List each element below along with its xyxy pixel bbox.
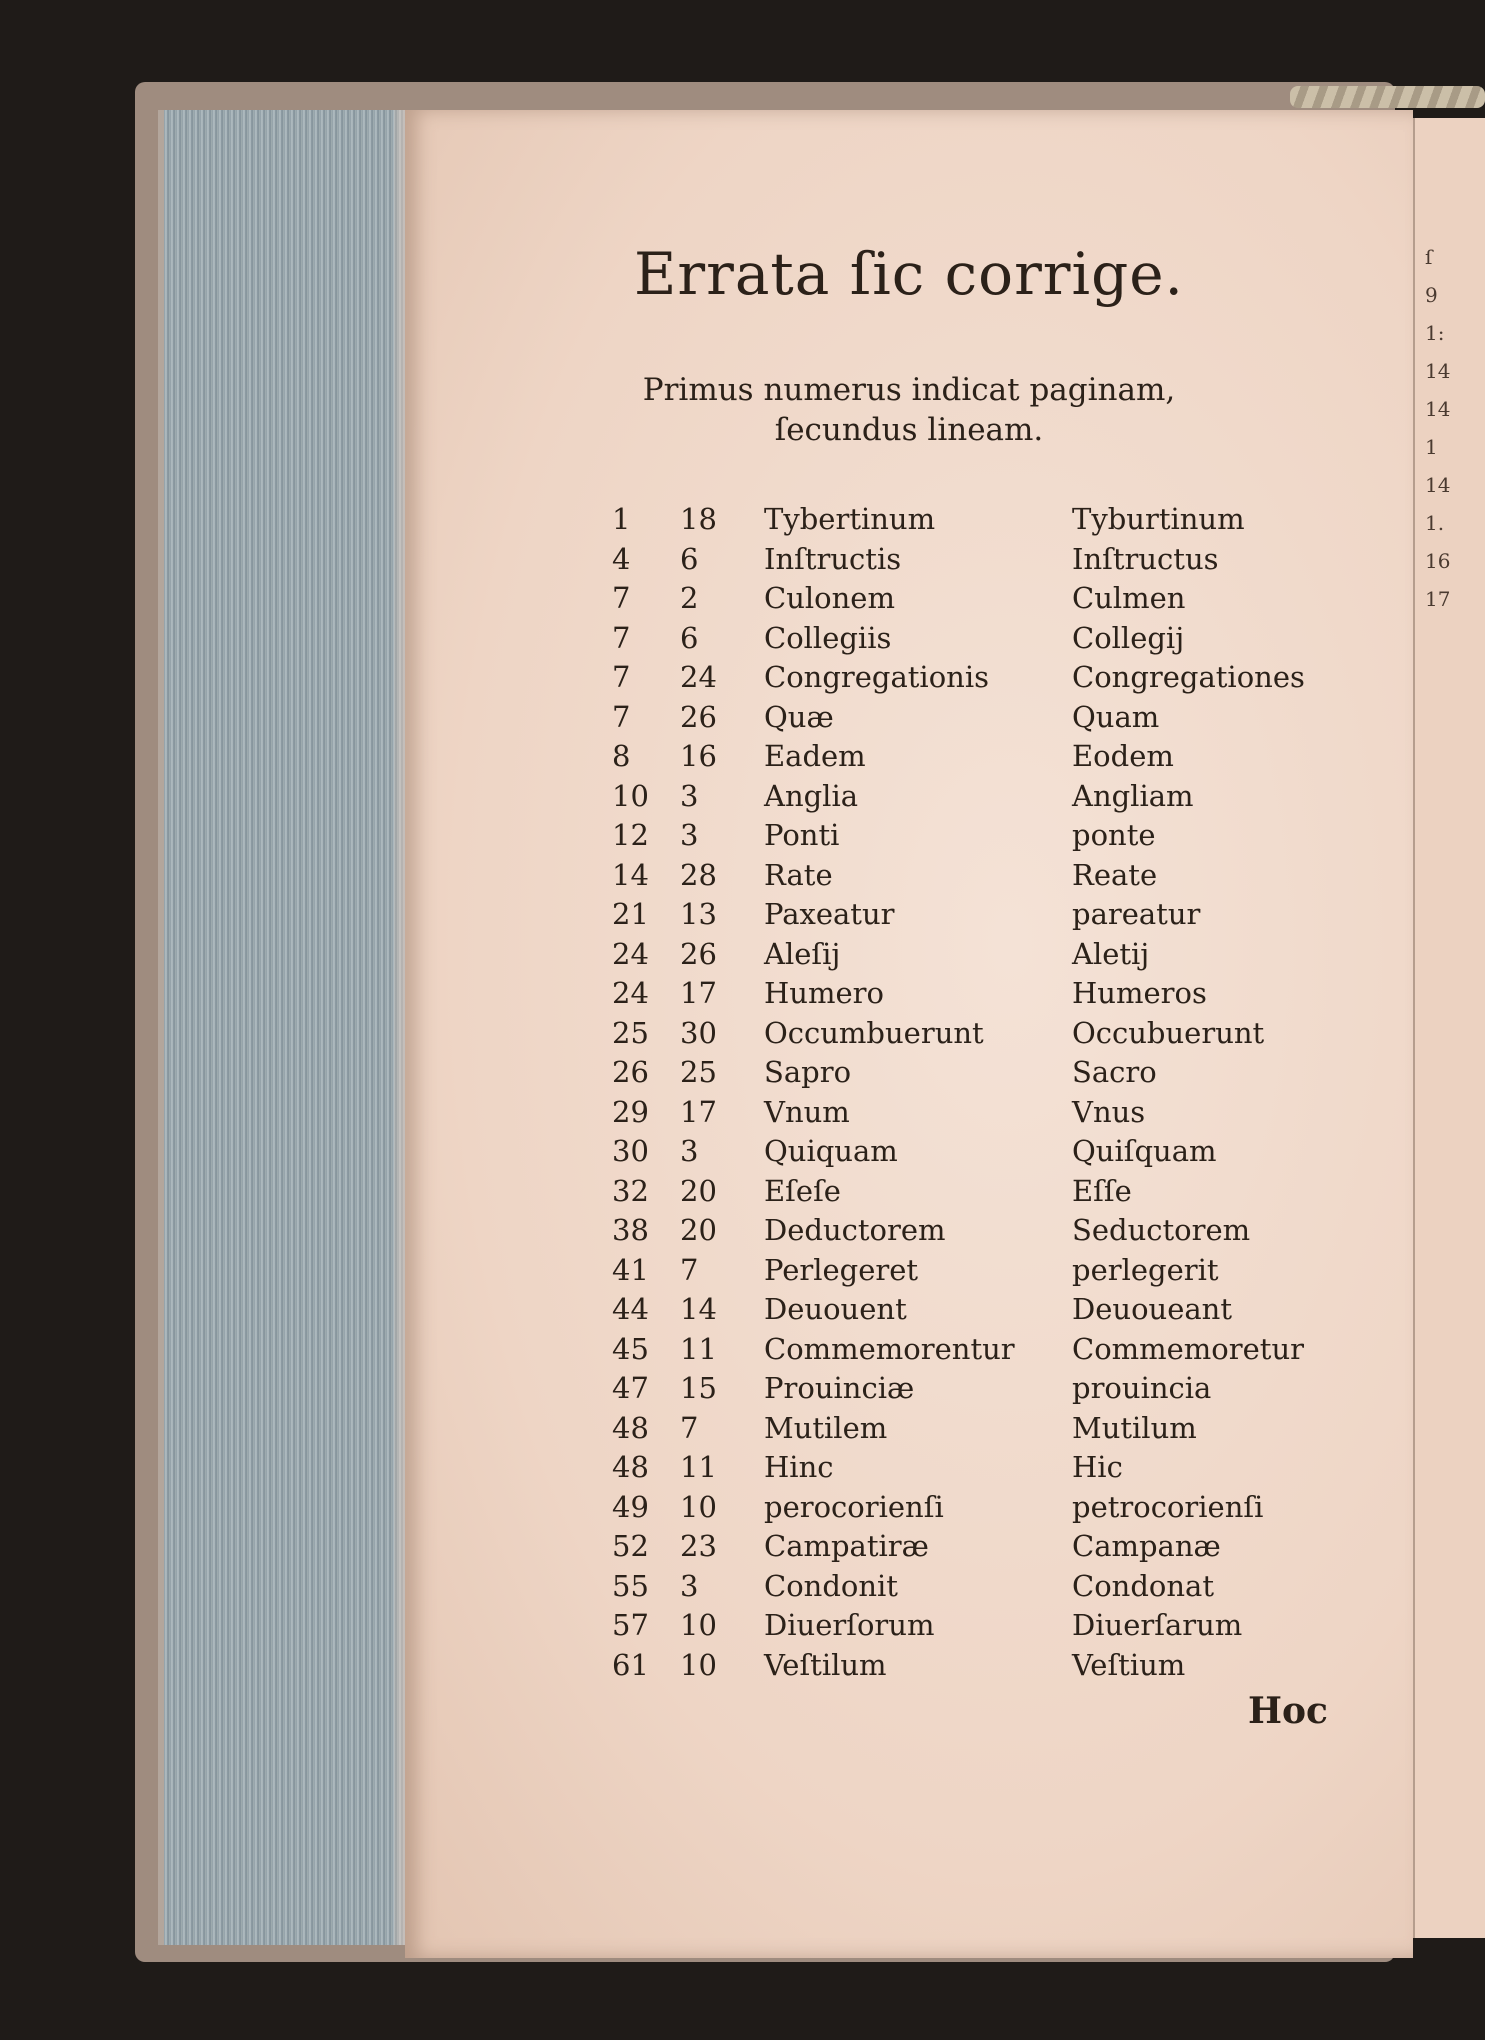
errata-wrong-word: Occumbuerunt (764, 1015, 984, 1050)
errata-line-number: 24 (680, 660, 717, 694)
errata-line-number: 25 (680, 1055, 717, 1089)
errata-correct-word: Vnus (1072, 1094, 1146, 1129)
errata-correct-word: ponte (1072, 818, 1156, 852)
errata-row (612, 1016, 1352, 1056)
errata-page-number: 38 (612, 1213, 649, 1247)
errata-wrong-word: Humero (764, 976, 884, 1010)
errata-page-number: 29 (612, 1094, 649, 1129)
errata-line-number: 3 (680, 1134, 699, 1168)
errata-page-number: 7 (612, 660, 631, 694)
errata-row (612, 1055, 1352, 1095)
errata-wrong-word: Paxeatur (764, 897, 895, 931)
errata-correct-word: Collegij (1072, 620, 1185, 655)
errata-page-number: 55 (612, 1568, 649, 1603)
errata-wrong-word: Quiquam (764, 1134, 898, 1168)
next-page-marks (1425, 238, 1450, 618)
errata-line-number: 7 (680, 1410, 699, 1445)
errata-correct-word: Eodem (1072, 739, 1174, 773)
errata-row (612, 1213, 1352, 1253)
errata-wrong-word: Aleſij (764, 936, 841, 971)
errata-row (612, 542, 1352, 582)
errata-correct-word: Reate (1072, 857, 1158, 892)
errata-correct-word: Quiſquam (1072, 1134, 1217, 1168)
errata-line-number: 15 (680, 1371, 717, 1405)
errata-line-number: 20 (680, 1213, 717, 1247)
errata-row (612, 1648, 1352, 1688)
errata-correct-word: perlegerit (1072, 1252, 1219, 1287)
errata-row (612, 1569, 1352, 1609)
errata-wrong-word: Deductorem (764, 1213, 946, 1247)
errata-correct-word: pareatur (1072, 897, 1201, 931)
errata-row (612, 1490, 1352, 1530)
errata-row (612, 976, 1352, 1016)
errata-row (612, 581, 1352, 621)
errata-wrong-word: Mutilem (764, 1410, 888, 1445)
errata-wrong-word: Congregationis (764, 660, 989, 694)
errata-row (612, 1371, 1352, 1411)
errata-row (612, 621, 1352, 661)
errata-page-number: 26 (612, 1055, 649, 1089)
next-page-mark: 14 (1425, 359, 1451, 383)
errata-correct-word: Campanæ (1072, 1529, 1221, 1563)
errata-page-number: 30 (612, 1134, 649, 1168)
errata-page-number: 1 (612, 502, 631, 536)
errata-page-number: 21 (612, 897, 649, 931)
errata-wrong-word: Culonem (764, 581, 895, 615)
errata-correct-word: Eſſe (1072, 1173, 1132, 1208)
errata-line-number: 11 (680, 1331, 717, 1366)
next-page-mark: 14 (1425, 397, 1451, 421)
errata-line-number: 13 (680, 897, 717, 931)
errata-correct-word: Inſtructus (1072, 541, 1219, 576)
errata-line-number: 3 (680, 1568, 699, 1603)
errata-correct-word: Humeros (1072, 976, 1207, 1010)
errata-page-number: 61 (612, 1647, 649, 1682)
errata-wrong-word: Anglia (764, 778, 859, 813)
errata-line-number: 20 (680, 1173, 717, 1208)
errata-page-number: 14 (612, 857, 649, 892)
errata-line-number: 10 (680, 1489, 717, 1524)
next-page-mark: 14 (1425, 473, 1451, 497)
errata-row (612, 700, 1352, 740)
errata-page-number: 24 (612, 976, 649, 1010)
errata-row (612, 502, 1352, 542)
errata-page-number: 7 (612, 620, 631, 655)
errata-wrong-word: Condonit (764, 1568, 898, 1603)
errata-line-number: 26 (680, 936, 717, 971)
errata-correct-word: Diuerſarum (1072, 1608, 1243, 1642)
errata-line-number: 6 (680, 541, 699, 576)
errata-line-number: 26 (680, 699, 717, 734)
errata-wrong-word: Sapro (764, 1055, 852, 1089)
errata-row (612, 779, 1352, 819)
errata-wrong-word: Eſeſe (764, 1173, 841, 1208)
errata-correct-word: Sacro (1072, 1055, 1157, 1089)
errata-correct-word: petrocorienſi (1072, 1489, 1264, 1524)
next-page-edge (1413, 118, 1485, 1938)
errata-wrong-word: Diuerſorum (764, 1608, 935, 1642)
page-title: Errata ſic corrige. (634, 240, 1184, 308)
errata-line-number: 17 (680, 976, 717, 1010)
errata-row (612, 1332, 1352, 1372)
page-edges (158, 110, 414, 1945)
errata-row (612, 1134, 1352, 1174)
errata-correct-word: Seductorem (1072, 1213, 1251, 1247)
errata-correct-word: Hic (1072, 1450, 1123, 1484)
errata-page-number: 32 (612, 1173, 649, 1208)
errata-page-number: 24 (612, 936, 649, 971)
errata-row (612, 1292, 1352, 1332)
errata-page-number: 41 (612, 1252, 649, 1287)
errata-wrong-word: Tybertinum (764, 502, 936, 536)
errata-line-number: 14 (680, 1292, 717, 1326)
binding-tie (1290, 86, 1485, 108)
errata-row (612, 1174, 1352, 1214)
errata-line-number: 23 (680, 1529, 717, 1563)
next-page-mark: 16 (1425, 549, 1451, 573)
errata-page-number: 48 (612, 1410, 649, 1445)
next-page-mark: 1 (1425, 435, 1438, 459)
errata-correct-word: Culmen (1072, 581, 1186, 615)
errata-wrong-word: Prouinciæ (764, 1371, 915, 1405)
errata-line-number: 30 (680, 1015, 717, 1050)
errata-correct-word: Aletij (1072, 936, 1150, 971)
errata-page-number: 7 (612, 699, 631, 734)
errata-wrong-word: Commemorentur (764, 1331, 1015, 1366)
errata-correct-word: Congregationes (1072, 660, 1305, 694)
errata-line-number: 10 (680, 1608, 717, 1642)
errata-row (612, 660, 1352, 700)
errata-wrong-word: Eadem (764, 739, 866, 773)
errata-line-number: 16 (680, 739, 717, 773)
errata-correct-word: Condonat (1072, 1568, 1214, 1603)
errata-row (612, 1529, 1352, 1569)
errata-wrong-word: Vnum (764, 1094, 850, 1129)
errata-row (612, 1450, 1352, 1490)
errata-wrong-word: Perlegeret (764, 1252, 919, 1287)
errata-row (612, 1608, 1352, 1648)
errata-line-number: 3 (680, 778, 699, 813)
next-page-mark: 9 (1425, 283, 1438, 307)
catchword: Hoc (1248, 1690, 1328, 1732)
subtitle-line-2: ſecundus lineam. (774, 412, 1044, 448)
errata-wrong-word: Deuouent (764, 1292, 907, 1326)
errata-page-number: 25 (612, 1015, 649, 1050)
errata-page-number: 52 (612, 1529, 649, 1563)
errata-correct-word: Quam (1072, 699, 1160, 734)
next-page-mark: 17 (1425, 587, 1451, 611)
errata-correct-word: Occubuerunt (1072, 1015, 1265, 1050)
subtitle-line-1: Primus numerus indicat paginam, (642, 372, 1176, 408)
errata-wrong-word: Collegiis (764, 620, 892, 655)
errata-page-number: 57 (612, 1608, 649, 1642)
errata-correct-word: Veſtium (1072, 1647, 1186, 1682)
errata-wrong-word: perocorienſi (764, 1489, 944, 1524)
errata-row (612, 1411, 1352, 1451)
errata-page-number: 8 (612, 739, 631, 773)
errata-line-number: 28 (680, 857, 717, 892)
errata-page-number: 45 (612, 1331, 649, 1366)
errata-correct-word: Deuoueant (1072, 1292, 1233, 1326)
errata-wrong-word: Quæ (764, 699, 834, 734)
errata-wrong-word: Ponti (764, 818, 840, 852)
errata-line-number: 7 (680, 1252, 699, 1287)
errata-page-number: 48 (612, 1450, 649, 1484)
next-page-mark: 1. (1425, 511, 1445, 535)
errata-page-number: 44 (612, 1292, 649, 1326)
errata-line-number: 18 (680, 502, 717, 536)
errata-line-number: 3 (680, 818, 699, 852)
errata-row (612, 1095, 1352, 1135)
errata-line-number: 17 (680, 1094, 717, 1129)
errata-correct-word: Angliam (1072, 778, 1194, 813)
errata-row (612, 739, 1352, 779)
errata-row (612, 858, 1352, 898)
errata-list (612, 502, 1352, 1687)
errata-row (612, 937, 1352, 977)
errata-page-number: 12 (612, 818, 649, 852)
errata-row (612, 818, 1352, 858)
next-page-mark: 1: (1425, 321, 1445, 345)
errata-correct-word: Mutilum (1072, 1410, 1197, 1445)
errata-wrong-word: Rate (764, 857, 833, 892)
errata-correct-word: Tyburtinum (1072, 502, 1245, 536)
errata-line-number: 11 (680, 1450, 717, 1484)
errata-page-number: 47 (612, 1371, 649, 1405)
errata-wrong-word: Veſtilum (764, 1647, 887, 1682)
next-page-mark: ſ (1425, 245, 1433, 269)
errata-page-number: 10 (612, 778, 649, 813)
errata-correct-word: Commemoretur (1072, 1331, 1304, 1366)
errata-page-number: 7 (612, 581, 631, 615)
errata-line-number: 2 (680, 581, 699, 615)
errata-page-number: 49 (612, 1489, 649, 1524)
errata-page-number: 4 (612, 541, 631, 576)
errata-wrong-word: Campatiræ (764, 1529, 929, 1563)
errata-line-number: 10 (680, 1647, 717, 1682)
errata-correct-word: prouincia (1072, 1371, 1212, 1405)
errata-row (612, 1253, 1352, 1293)
errata-line-number: 6 (680, 620, 699, 655)
errata-wrong-word: Hinc (764, 1450, 834, 1484)
page-subtitle (405, 370, 1413, 450)
errata-wrong-word: Inſtructis (764, 541, 902, 576)
errata-row (612, 897, 1352, 937)
